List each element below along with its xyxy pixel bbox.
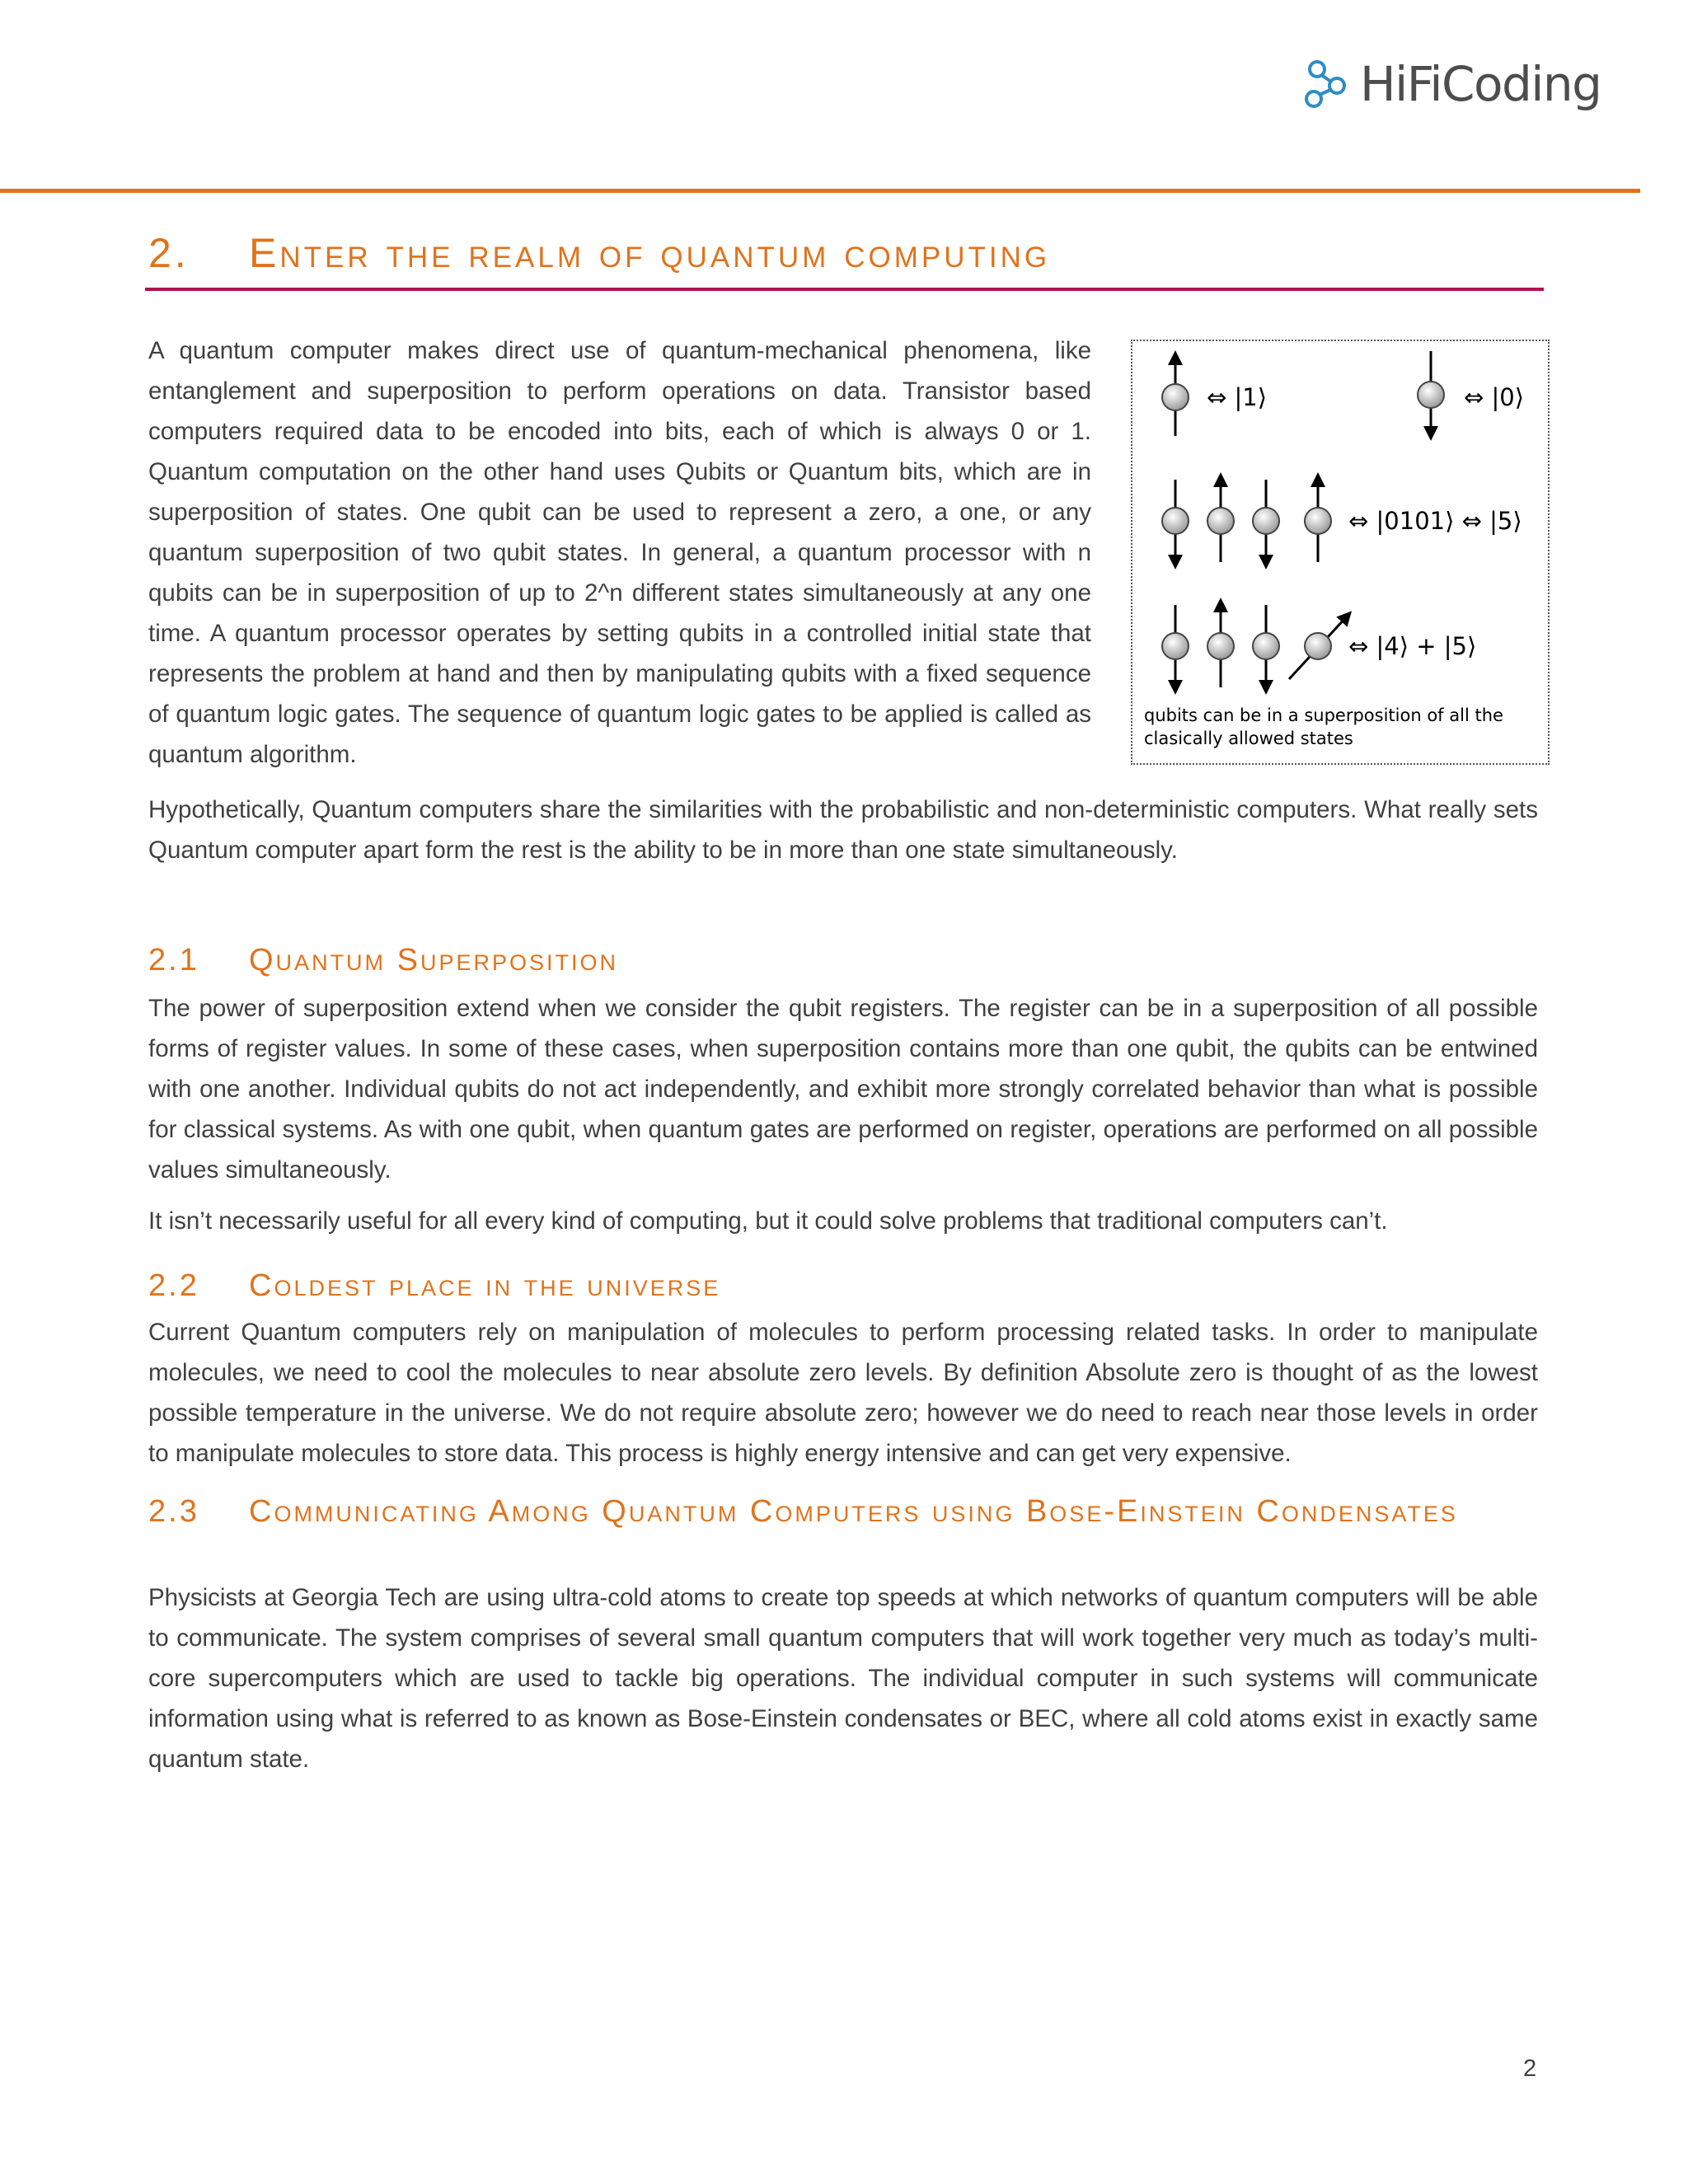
qubit-diagram xyxy=(1132,341,1548,704)
superposition-paragraph: The power of superposition extend when we consider the qubit registers. The register can be in a superposition of all possible forms of register values. In some of these cases, when superposition contains more than one qubit, the qubits can be entwined with one another. Individual qubits do not act independently, and exhibit more strongly correlated behavior than what is possible for classical systems. As with one qubit, when quantum gates are performed on register, operations are performed on all possible values simultaneously. xyxy=(148,995,1538,1183)
subsection-number: 2.2 xyxy=(148,1268,199,1303)
section-heading-underline xyxy=(145,288,1544,291)
subsection-title: Communicating Among Quantum Computers using Bose-Einstein Condensates xyxy=(249,1494,1458,1529)
subsection-number: 2.1 xyxy=(148,943,199,977)
subsection-title: Quantum Superposition xyxy=(249,943,618,977)
molecule-logo-icon xyxy=(1301,58,1352,110)
section-title: Enter the realm of quantum computing xyxy=(249,230,1051,276)
superposition-note: It isn’t necessarily useful for all every kind of computing, but it could solve problems that traditional computers can’t. xyxy=(148,1207,1388,1235)
subsection-title: Coldest place in the universe xyxy=(249,1268,721,1303)
figure-caption: qubits can be in a superposition of all the clasically allowed states xyxy=(1144,705,1503,748)
subsection-number: 2.3 xyxy=(148,1494,199,1529)
page-number: 2 xyxy=(1523,2055,1537,2082)
second-paragraph: Hypothetically, Quantum computers share the similarities with the probabilistic and non-deterministic computers. What really sets Quantum computer apart form the rest is the ability to be in more than one state simultaneously. xyxy=(148,796,1538,864)
qubit-sphere xyxy=(1253,508,1279,534)
subsection-heading-2-1 xyxy=(148,941,1541,979)
coldest-place-paragraph: Current Quantum computers rely on manipulation of molecules to perform processing related tasks. In order to manipulate molecules, we need to cool the molecules to near absolute zero levels. By definition Absolute zero is thought of as the lowest possible temperature in the universe. We do not require absolute zero; however we do need to reach near those levels in order to manipulate molecules to store data. This process is highly energy intensive and can get very expensive. xyxy=(148,1319,1538,1467)
qubit-sphere xyxy=(1207,508,1234,534)
brand-logo xyxy=(1301,51,1601,117)
header-divider xyxy=(0,189,1640,193)
label-state-1: ⇔ |1⟩ xyxy=(1207,383,1268,411)
intro-paragraph: A quantum computer makes direct use of quantum-mechanical phenomena, like entanglement and superposition to perform operations on data. Transistor based computers required data to be encoded into bits, each of which is always 0 or 1. Quantum computation on the other hand uses Qubits or Quantum bits, which are in superposition of states. One qubit can be used to represent a zero, a one, or any quantum superposition of two qubit states. In general, a quantum processor with n qubits can be in superposition of up to 2^n different states simultaneously at any one time. A quantum processor operates by setting qubits in a controlled initial state that represents the problem at hand and then by manipulating qubits with a fixed sequence of quantum logic gates. The sequence of quantum logic gates to be applied is called as quantum algorithm. xyxy=(148,337,1091,768)
brand-name: HiFiCoding xyxy=(1360,56,1601,112)
bec-paragraph: Physicists at Georgia Tech are using ultra-cold atoms to create top speeds at which networks of quantum computers will be able to communicate. The system comprises of several small quantum computers that will work together very much as today’s multi-core supercomputers which are used to tackle big operations. The individual computer in such systems will communicate information using what is referred to as known as Bose-Einstein condensates or BEC, where all cold atoms exist in exactly same quantum state. xyxy=(148,1584,1538,1773)
label-state-0: ⇔ |0⟩ xyxy=(1464,383,1525,411)
qubit-sphere xyxy=(1305,633,1331,659)
qubit-sphere xyxy=(1305,508,1331,534)
qubit-sphere xyxy=(1418,382,1444,408)
label-state-superposition: ⇔ |4⟩ + |5⟩ xyxy=(1348,632,1477,660)
qubit-sphere xyxy=(1162,384,1189,410)
label-state-0101: ⇔ |0101⟩ ⇔ |5⟩ xyxy=(1348,507,1522,535)
qubit-sphere xyxy=(1162,508,1189,534)
subsection-heading-2-3 xyxy=(148,1493,1541,1530)
qubit-sphere xyxy=(1207,633,1234,659)
section-number: 2. xyxy=(148,230,190,276)
subsection-heading-2-2 xyxy=(148,1267,1541,1305)
section-heading xyxy=(148,224,1550,282)
qubit-sphere xyxy=(1162,633,1189,659)
qubit-figure xyxy=(1131,340,1550,765)
qubit-sphere xyxy=(1253,633,1279,659)
